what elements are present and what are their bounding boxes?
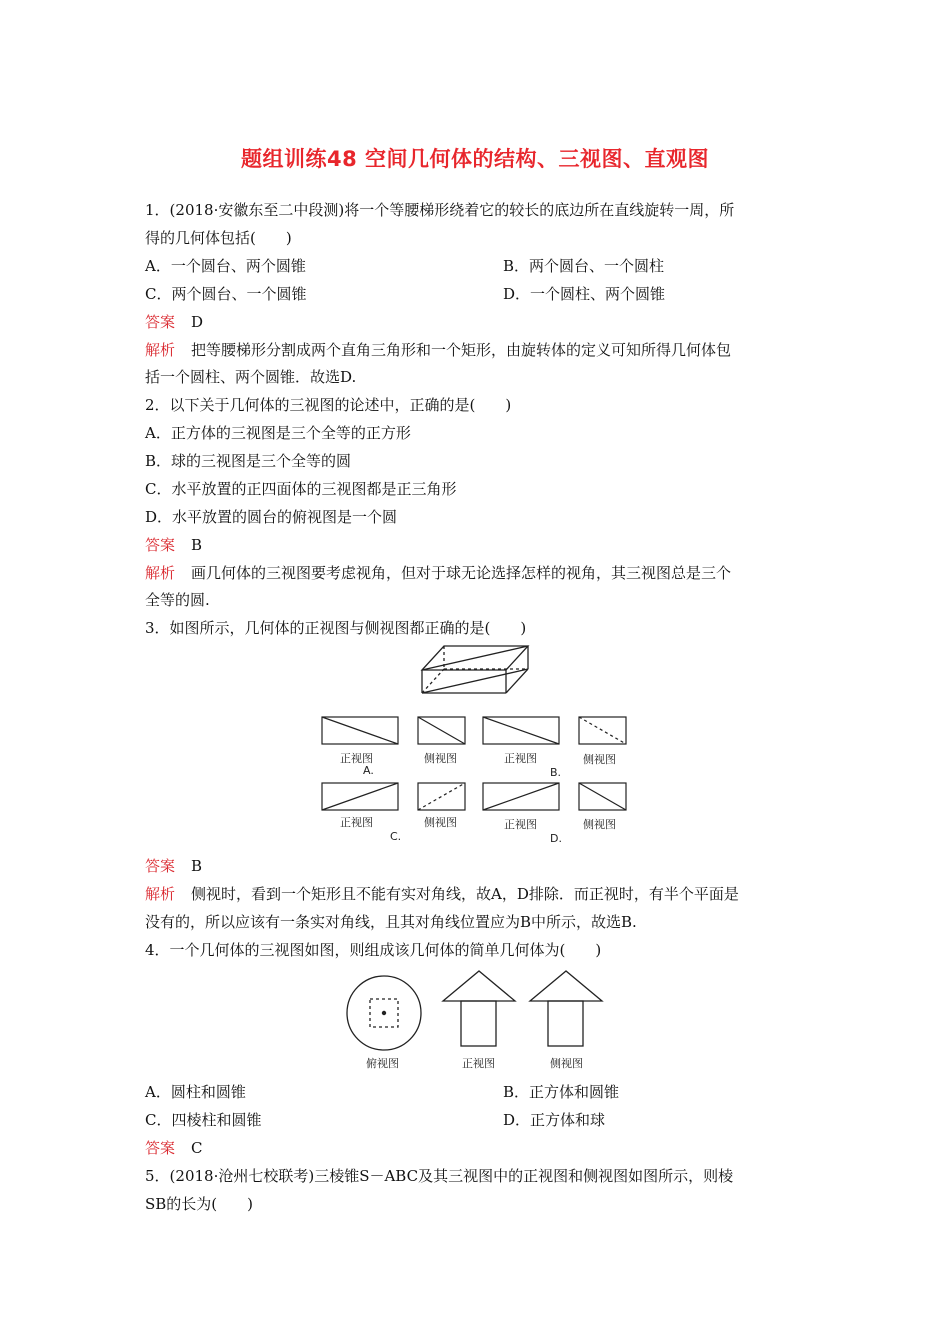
- q4-stem: 4．一个几何体的三视图如图，则组成该几何体的简单几何体为( ): [145, 941, 602, 959]
- q3-analysis-text-1: 侧视时，看到一个矩形且不能有实对角线，故A，D排除．而正视时，有半个平面是: [191, 885, 739, 903]
- q2-option-a: A．正方体的三视图是三个全等的正方形: [145, 424, 411, 442]
- q2-option-d: D．水平放置的圆台的俯视图是一个圆: [145, 508, 398, 526]
- q4-top-view-label: 俯视图: [366, 1057, 399, 1070]
- q4-front-view-label: 正视图: [462, 1057, 495, 1070]
- q3-analysis-line-2: 没有的，所以应该有一条实对角线，且其对角线位置应为B中所示，故选B.: [145, 913, 637, 931]
- q4-option-b: B．正方体和圆锥: [503, 1083, 620, 1101]
- q3-c-side-label: 侧视图: [424, 816, 457, 829]
- q4-figure: [340, 966, 610, 1078]
- q4-front-view: [443, 971, 515, 1046]
- q3-option-a-label: A.: [363, 764, 374, 777]
- q4-top-view-center-dot: [382, 1011, 386, 1015]
- q4-option-a: A．圆柱和圆锥: [145, 1083, 246, 1101]
- q2-option-c: C．水平放置的正四面体的三视图都是正三角形: [145, 480, 457, 498]
- q1-option-b: B．两个圆台、一个圆柱: [503, 257, 665, 275]
- q3-option-c-views: [322, 783, 465, 810]
- analysis-label: 解析: [145, 885, 176, 903]
- answer-label: 答案: [145, 1139, 176, 1157]
- q4-option-c: C．四棱柱和圆锥: [145, 1111, 262, 1129]
- q3-figure: [300, 640, 650, 850]
- q1-option-c: C．两个圆台、一个圆锥: [145, 285, 307, 303]
- q1-analysis-line-1: [145, 340, 731, 360]
- answer-label: 答案: [145, 313, 176, 331]
- q5-stem-line-1: 5．(2018·沧州七校联考)三棱锥S－ABC及其三视图中的正视图和侧视图如图所示，则棱: [145, 1167, 734, 1185]
- q4-side-view: [530, 971, 602, 1046]
- q4-answer: [145, 1138, 203, 1158]
- q3-stem: 3．如图所示，几何体的正视图与侧视图都正确的是( ): [145, 619, 527, 637]
- q2-analysis-line-1: [145, 563, 731, 583]
- q1-stem-line-2: 得的几何体包括( ): [145, 229, 292, 247]
- q3-d-side-label: 侧视图: [583, 818, 616, 831]
- q1-analysis-text-1: 把等腰梯形分割成两个直角三角形和一个矩形，由旋转体的定义可知所得几何体包: [191, 341, 732, 359]
- q2-analysis-line-2: 全等的圆.: [145, 591, 210, 609]
- q2-analysis-text-1: 画几何体的三视图要考虑视角，但对于球无论选择怎样的视角，其三视图总是三个: [191, 564, 732, 582]
- q3-b-side-label: 侧视图: [583, 753, 616, 766]
- answer-label: 答案: [145, 536, 176, 554]
- q3-option-d-views: [483, 783, 626, 810]
- q3-option-d-label: D.: [550, 832, 562, 845]
- q3-d-front-label: 正视图: [504, 818, 537, 831]
- answer-label: 答案: [145, 857, 176, 875]
- q3-c-front-label: 正视图: [340, 816, 373, 829]
- q2-stem: 2．以下关于几何体的三视图的论述中，正确的是( ): [145, 396, 512, 414]
- q1-analysis-line-2: 括一个圆柱、两个圆锥．故选D.: [145, 368, 357, 386]
- q3-option-b-label: B.: [550, 766, 562, 779]
- q3-option-a-views: [322, 717, 465, 744]
- page-title: 题组训练48 空间几何体的结构、三视图、直观图: [240, 147, 710, 171]
- q1-answer: [145, 312, 203, 332]
- q2-answer-value: B: [191, 536, 203, 554]
- q3-analysis-line-1: [145, 884, 739, 904]
- analysis-label: 解析: [145, 341, 176, 359]
- q3-b-front-label: 正视图: [504, 752, 537, 765]
- q1-option-d: D．一个圆柱、两个圆锥: [503, 285, 666, 303]
- q4-option-d: D．正方体和球: [503, 1111, 606, 1129]
- q3-option-c-label: C.: [390, 830, 402, 843]
- q2-option-b: B．球的三视图是三个全等的圆: [145, 452, 352, 470]
- q1-answer-value: D: [191, 313, 204, 331]
- q3-solid-diagram: [422, 646, 528, 693]
- q3-answer-value: B: [191, 857, 203, 875]
- q1-option-a: A．一个圆台、两个圆锥: [145, 257, 306, 275]
- q4-side-view-label: 侧视图: [550, 1057, 583, 1070]
- q3-a-side-label: 侧视图: [424, 752, 457, 765]
- q3-answer: [145, 856, 202, 876]
- q3-a-front-label: 正视图: [340, 752, 373, 765]
- q5-stem-line-2: SB的长为( ): [145, 1195, 254, 1213]
- q1-stem-line-1: 1．(2018·安徽东至二中段测)将一个等腰梯形绕着它的较长的底边所在直线旋转一周，所: [145, 201, 735, 219]
- analysis-label: 解析: [145, 564, 176, 582]
- q4-answer-value: C: [191, 1139, 203, 1157]
- q2-answer: [145, 535, 202, 555]
- q3-option-b-views: [483, 717, 626, 744]
